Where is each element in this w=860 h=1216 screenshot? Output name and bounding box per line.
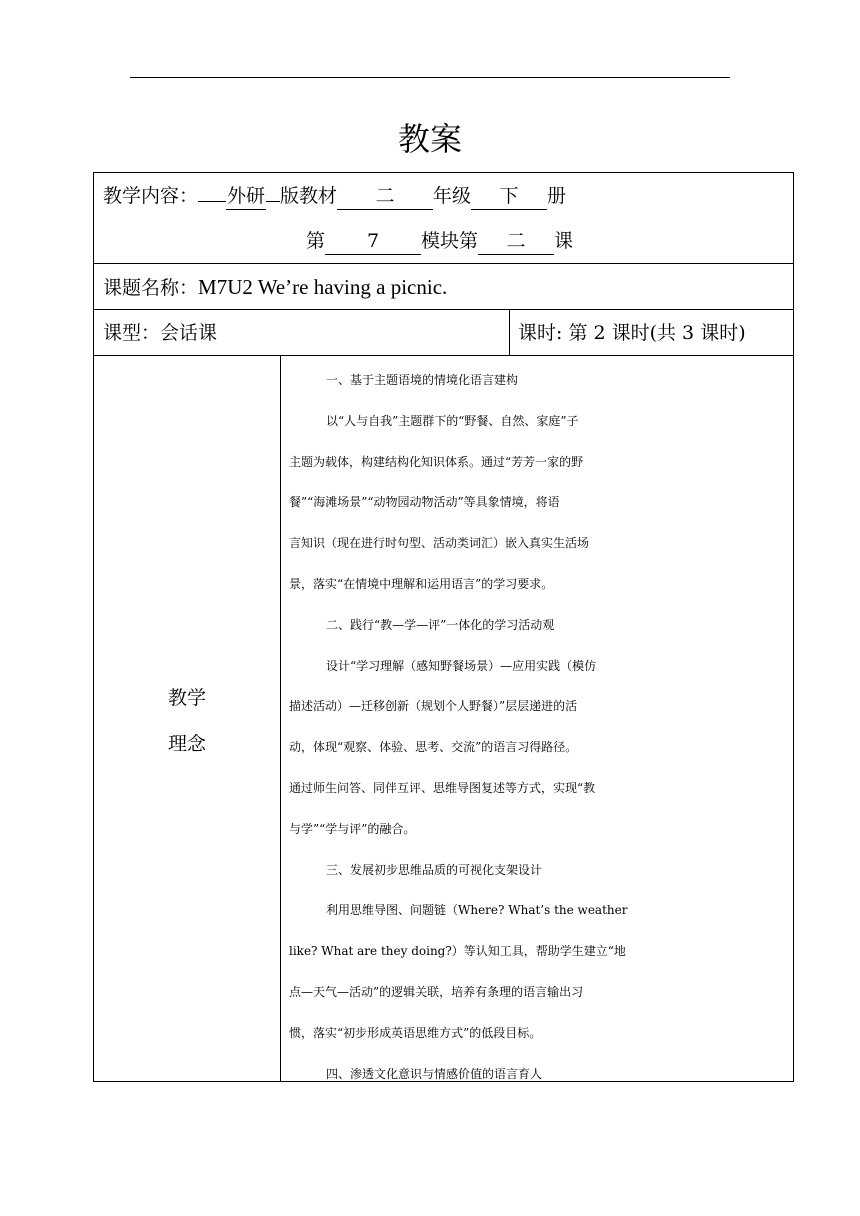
text-line: 利用思维导图、问题链（Where? What’s the weather [326,903,628,918]
lesson-type-row [94,310,793,356]
lesson-type-line [103,319,217,347]
text-line: 描述活动）—迁移创新（规划个人野餐）”层层递进的活 [289,699,578,714]
philosophy-label-line1: 教学 [167,687,206,709]
publisher-field: 外研 [226,183,266,210]
header-rule [130,77,730,78]
text-line: 以“人与自我”主题群下的“野餐、自然、家庭”子 [326,413,579,428]
cell-divider [280,356,281,1082]
section-heading: 三、发展初步思维品质的可视化支架设计 [326,862,543,877]
lesson-type-label: 课型： [103,322,161,344]
text-line: 与学”“学与评”的融合。 [289,821,416,836]
topic-line [103,273,447,302]
topic-value: M7U2 We’re having a picnic. [198,275,448,299]
lesson-plan-table [93,172,794,1082]
section-heading: 一、基于主题语境的情境化语言建构 [326,373,519,387]
period-text: 课时: 第 2 课时(共 3 课时) [518,322,746,344]
grade-field: 二 [337,183,433,210]
textbook-text: 版教材 [280,185,338,207]
module-line [306,227,573,255]
text-line: 主题为载体，构建结构化知识体系。通过“芳芳一家的野 [289,454,584,469]
topic-label: 课题名称： [103,277,199,299]
text-line: 设计“学习理解（感知野餐场景）—应用实践（模仿 [326,658,597,673]
text-line: 惯，落实“初步形成英语思维方式”的低段目标。 [289,1025,542,1040]
lesson-field: 二 [478,228,554,255]
lesson-type-value: 会话课 [160,322,218,344]
teaching-content-row [94,173,793,264]
cell-divider [509,310,510,355]
philosophy-label-cell [94,356,280,1082]
text-line: 通过师生问答、同伴互评、思维导图复述等方式，实现“教 [289,780,596,795]
philosophy-content [289,360,786,1094]
text-line: 言知识（现在进行时句型、活动类词汇）嵌入真实生活场 [289,536,590,551]
text-line: 餐”“海滩场景”“动物园动物活动”等具象情境，将语 [289,495,560,510]
teaching-philosophy-row [94,356,793,1082]
philosophy-label-line2: 理念 [167,733,206,755]
module-text: 模块第 [421,230,479,252]
section-heading: 二、践行“教—学—评”一体化的学习活动观 [326,617,555,632]
text-line: 动，体现“观察、体验、思考、交流”的语言习得路径。 [289,740,578,755]
text-line: 景，落实“在情境中理解和运用语言”的学习要求。 [289,576,554,591]
volume-text: 册 [547,185,567,207]
text-line: like? What are they doing?）等认知工具，帮助学生建立“地 [289,944,626,959]
module-field: 7 [325,228,421,255]
blank-pad [266,201,280,202]
grade-text: 年级 [433,185,472,207]
module-prefix: 第 [306,230,326,252]
teaching-content-label: 教学内容： [103,185,199,207]
teaching-content-line [103,182,566,210]
volume-field: 下 [471,183,547,210]
page-title: 教案 [397,120,462,158]
philosophy-text [289,360,786,1094]
section-heading: 四、渗透文化意识与情感价值的语言育人 [326,1066,543,1081]
topic-row [94,264,793,310]
blank-pad [198,201,226,202]
lesson-text: 课 [554,230,574,252]
text-line: 点—天气—活动”的逻辑关联，培养有条理的语言输出习 [289,984,584,999]
